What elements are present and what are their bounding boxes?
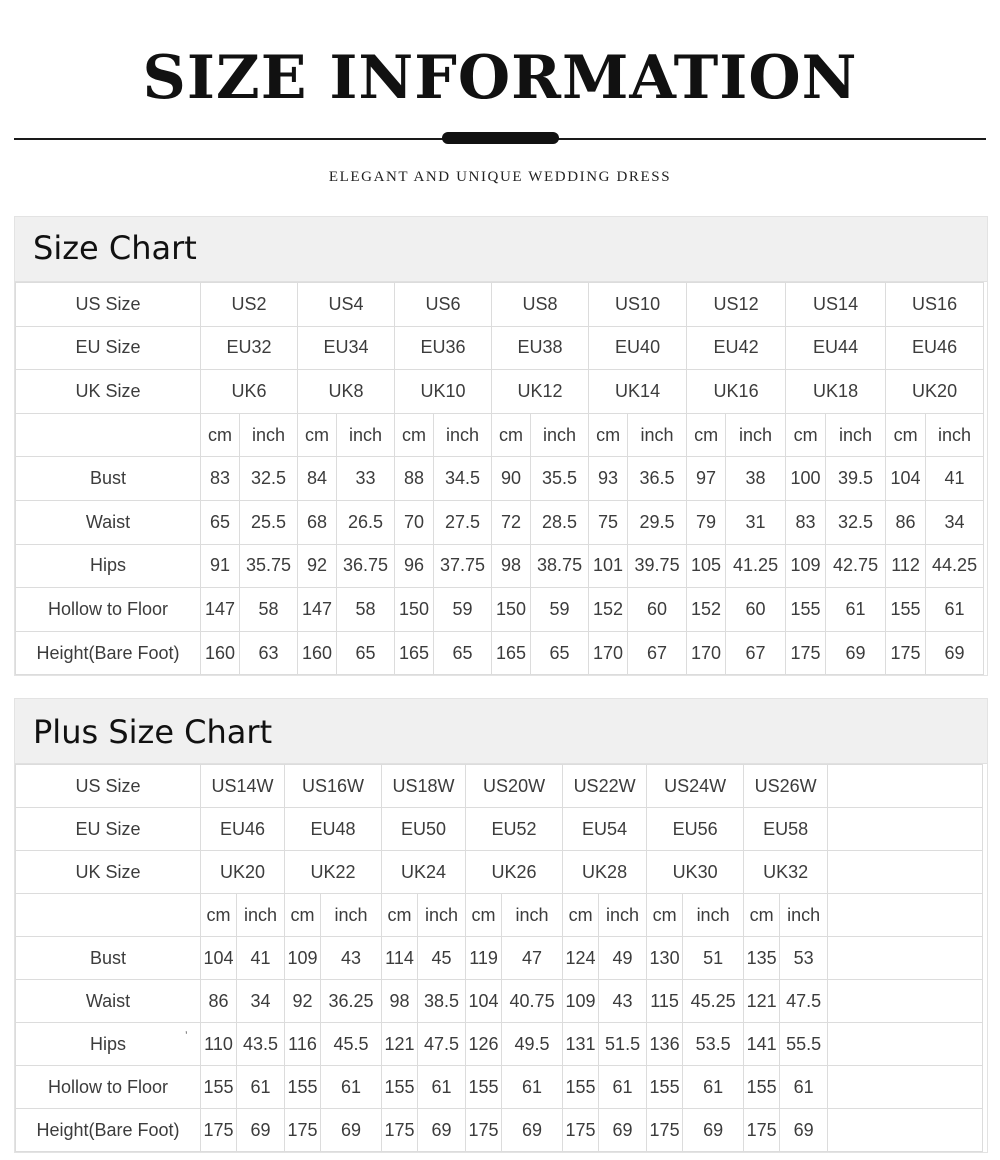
table-row-bust xyxy=(16,457,984,501)
table-cell: 27.5 xyxy=(434,500,492,544)
table-cell: EU44 xyxy=(786,326,886,370)
table-cell: 170 xyxy=(589,631,628,675)
table-cell: 39.75 xyxy=(628,544,687,588)
stray-mark: ʼ xyxy=(185,1029,188,1043)
table-cell: 69 xyxy=(237,1109,285,1152)
table-cell: 33 xyxy=(337,457,395,501)
empty-cell xyxy=(828,937,983,980)
table-cell: inch xyxy=(826,413,886,457)
table-cell: 60 xyxy=(726,588,786,632)
empty-cell xyxy=(828,1023,983,1066)
table-cell: 110 xyxy=(201,1023,237,1066)
table-cell: 43 xyxy=(599,980,647,1023)
table-cell: 39.5 xyxy=(826,457,886,501)
table-cell: 155 xyxy=(647,1066,683,1109)
row-label: Hips xyxy=(16,544,201,588)
table-row-hips xyxy=(16,1023,983,1066)
table-row-bust xyxy=(16,937,983,980)
size-chart-table xyxy=(15,282,984,675)
table-cell: US12 xyxy=(687,283,786,327)
table-cell: 68 xyxy=(298,500,337,544)
table-cell: 175 xyxy=(647,1109,683,1152)
table-cell: 119 xyxy=(466,937,502,980)
table-cell: EU36 xyxy=(395,326,492,370)
table-cell: inch xyxy=(926,413,984,457)
table-row-units xyxy=(16,894,983,937)
table-cell: UK10 xyxy=(395,370,492,414)
table-cell: 38.5 xyxy=(418,980,466,1023)
table-cell: 59 xyxy=(434,588,492,632)
table-row-hollow-to-floor xyxy=(16,588,984,632)
table-cell: 61 xyxy=(780,1066,828,1109)
table-cell: US2 xyxy=(201,283,298,327)
empty-cell xyxy=(828,765,983,808)
table-cell: 88 xyxy=(395,457,434,501)
table-cell: inch xyxy=(726,413,786,457)
table-cell: inch xyxy=(599,894,647,937)
table-cell: 67 xyxy=(628,631,687,675)
table-cell: inch xyxy=(780,894,828,937)
empty-cell xyxy=(828,1066,983,1109)
table-cell: 58 xyxy=(240,588,298,632)
table-cell: 72 xyxy=(492,500,531,544)
table-cell: 135 xyxy=(744,937,780,980)
plus-size-chart-title: Plus Size Chart xyxy=(33,713,273,751)
table-cell: 65 xyxy=(434,631,492,675)
table-cell: cm xyxy=(647,894,683,937)
table-cell: 63 xyxy=(240,631,298,675)
table-cell: 42.75 xyxy=(826,544,886,588)
table-cell: 130 xyxy=(647,937,683,980)
table-cell: 112 xyxy=(886,544,926,588)
table-cell: 25.5 xyxy=(240,500,298,544)
table-cell: 43.5 xyxy=(237,1023,285,1066)
table-cell: EU54 xyxy=(563,808,647,851)
table-cell: 155 xyxy=(382,1066,418,1109)
table-cell: US14W xyxy=(201,765,285,808)
table-cell: inch xyxy=(321,894,382,937)
table-cell: 53.5 xyxy=(683,1023,744,1066)
table-cell: 55.5 xyxy=(780,1023,828,1066)
table-row-height-bare-foot xyxy=(16,631,984,675)
table-cell: UK16 xyxy=(687,370,786,414)
table-cell: 121 xyxy=(744,980,780,1023)
table-cell: 59 xyxy=(531,588,589,632)
row-label xyxy=(16,894,201,937)
table-cell: 36.25 xyxy=(321,980,382,1023)
table-cell: 147 xyxy=(201,588,240,632)
table-cell: 152 xyxy=(687,588,726,632)
empty-cell xyxy=(828,894,983,937)
row-label: Height(Bare Foot) xyxy=(16,631,201,675)
table-cell: cm xyxy=(886,413,926,457)
table-cell: UK6 xyxy=(201,370,298,414)
page-title: SIZE INFORMATION xyxy=(142,43,858,113)
table-cell: 41 xyxy=(926,457,984,501)
table-cell: 175 xyxy=(382,1109,418,1152)
table-cell: EU34 xyxy=(298,326,395,370)
plus-size-chart-card xyxy=(14,698,988,1153)
table-cell: EU38 xyxy=(492,326,589,370)
table-cell: US20W xyxy=(466,765,563,808)
table-cell: 175 xyxy=(786,631,826,675)
table-cell: inch xyxy=(628,413,687,457)
table-cell: cm xyxy=(466,894,502,937)
table-cell: 65 xyxy=(531,631,589,675)
table-cell: cm xyxy=(382,894,418,937)
table-cell: 90 xyxy=(492,457,531,501)
table-cell: 61 xyxy=(321,1066,382,1109)
table-cell: 109 xyxy=(786,544,826,588)
table-cell: 28.5 xyxy=(531,500,589,544)
table-cell: 29.5 xyxy=(628,500,687,544)
table-cell: 115 xyxy=(647,980,683,1023)
size-chart-header xyxy=(15,217,987,282)
table-cell: cm xyxy=(285,894,321,937)
table-cell: EU56 xyxy=(647,808,744,851)
table-cell: US16W xyxy=(285,765,382,808)
table-cell: 67 xyxy=(726,631,786,675)
table-cell: 160 xyxy=(201,631,240,675)
table-cell: 34 xyxy=(237,980,285,1023)
row-label: UK Size xyxy=(16,851,201,894)
table-cell: 60 xyxy=(628,588,687,632)
table-cell: 45.25 xyxy=(683,980,744,1023)
table-cell: 83 xyxy=(786,500,826,544)
table-cell: 175 xyxy=(744,1109,780,1152)
table-cell: inch xyxy=(240,413,298,457)
row-label: Bust xyxy=(16,457,201,501)
table-cell: 38.75 xyxy=(531,544,589,588)
table-cell: 69 xyxy=(599,1109,647,1152)
table-cell: 150 xyxy=(492,588,531,632)
table-cell: 96 xyxy=(395,544,434,588)
table-cell: cm xyxy=(492,413,531,457)
table-cell: 47 xyxy=(502,937,563,980)
table-row-us-size xyxy=(16,765,983,808)
table-cell: EU40 xyxy=(589,326,687,370)
table-row-waist xyxy=(16,500,984,544)
table-cell: inch xyxy=(434,413,492,457)
table-cell: 34.5 xyxy=(434,457,492,501)
table-cell: 51 xyxy=(683,937,744,980)
table-cell: cm xyxy=(395,413,434,457)
table-cell: 49 xyxy=(599,937,647,980)
table-cell: 165 xyxy=(395,631,434,675)
table-cell: US24W xyxy=(647,765,744,808)
table-cell: 35.75 xyxy=(240,544,298,588)
table-cell: 47.5 xyxy=(780,980,828,1023)
table-cell: 32.5 xyxy=(826,500,886,544)
table-cell: inch xyxy=(337,413,395,457)
table-cell: 155 xyxy=(886,588,926,632)
table-cell: US18W xyxy=(382,765,466,808)
table-cell: 175 xyxy=(466,1109,502,1152)
table-cell: 147 xyxy=(298,588,337,632)
table-cell: 69 xyxy=(926,631,984,675)
table-cell: 105 xyxy=(687,544,726,588)
table-cell: 155 xyxy=(285,1066,321,1109)
table-cell: UK8 xyxy=(298,370,395,414)
table-cell: 84 xyxy=(298,457,337,501)
table-cell: 175 xyxy=(886,631,926,675)
table-cell: 121 xyxy=(382,1023,418,1066)
plus-size-chart-header xyxy=(15,699,987,764)
table-cell: cm xyxy=(201,894,237,937)
table-cell: 61 xyxy=(683,1066,744,1109)
table-cell: 98 xyxy=(492,544,531,588)
table-row-waist xyxy=(16,980,983,1023)
table-cell: UK20 xyxy=(201,851,285,894)
table-cell: 69 xyxy=(683,1109,744,1152)
table-cell: 131 xyxy=(563,1023,599,1066)
table-cell: 79 xyxy=(687,500,726,544)
table-cell: US22W xyxy=(563,765,647,808)
table-cell: 109 xyxy=(285,937,321,980)
table-cell: 170 xyxy=(687,631,726,675)
table-cell: cm xyxy=(786,413,826,457)
table-cell: 47.5 xyxy=(418,1023,466,1066)
divider-accent xyxy=(442,132,559,144)
table-cell: 43 xyxy=(321,937,382,980)
table-cell: 86 xyxy=(201,980,237,1023)
table-cell: 32.5 xyxy=(240,457,298,501)
table-cell: 104 xyxy=(886,457,926,501)
table-cell: inch xyxy=(531,413,589,457)
plus-size-chart-table xyxy=(15,764,983,1152)
table-cell: 155 xyxy=(563,1066,599,1109)
table-cell: EU58 xyxy=(744,808,828,851)
table-cell: 41 xyxy=(237,937,285,980)
table-cell: 109 xyxy=(563,980,599,1023)
row-label: Waist xyxy=(16,500,201,544)
table-cell: 69 xyxy=(321,1109,382,1152)
table-cell: EU50 xyxy=(382,808,466,851)
table-row-hollow-to-floor xyxy=(16,1066,983,1109)
table-cell: 152 xyxy=(589,588,628,632)
table-cell: 116 xyxy=(285,1023,321,1066)
table-cell: US26W xyxy=(744,765,828,808)
table-cell: 86 xyxy=(886,500,926,544)
table-cell: US8 xyxy=(492,283,589,327)
table-cell: UK14 xyxy=(589,370,687,414)
table-cell: 93 xyxy=(589,457,628,501)
table-cell: 155 xyxy=(466,1066,502,1109)
row-label: Hollow to Floor xyxy=(16,1066,201,1109)
table-cell: 44.25 xyxy=(926,544,984,588)
table-cell: 175 xyxy=(201,1109,237,1152)
table-cell: 100 xyxy=(786,457,826,501)
table-cell: 36.5 xyxy=(628,457,687,501)
table-cell: 36.75 xyxy=(337,544,395,588)
table-cell: 34 xyxy=(926,500,984,544)
table-cell: 49.5 xyxy=(502,1023,563,1066)
row-label: Hips xyxy=(16,1023,201,1066)
table-row-uk-size xyxy=(16,851,983,894)
table-cell: US4 xyxy=(298,283,395,327)
table-cell: 165 xyxy=(492,631,531,675)
table-cell: EU52 xyxy=(466,808,563,851)
table-cell: inch xyxy=(237,894,285,937)
table-cell: 175 xyxy=(285,1109,321,1152)
table-cell: inch xyxy=(418,894,466,937)
table-cell: 31 xyxy=(726,500,786,544)
table-cell: cm xyxy=(201,413,240,457)
table-cell: 92 xyxy=(298,544,337,588)
table-cell: inch xyxy=(683,894,744,937)
table-cell: 114 xyxy=(382,937,418,980)
row-label: EU Size xyxy=(16,326,201,370)
table-cell: 92 xyxy=(285,980,321,1023)
table-cell: 41.25 xyxy=(726,544,786,588)
table-cell: cm xyxy=(298,413,337,457)
row-label: US Size xyxy=(16,283,201,327)
table-cell: EU32 xyxy=(201,326,298,370)
table-cell: 40.75 xyxy=(502,980,563,1023)
table-cell: 26.5 xyxy=(337,500,395,544)
table-cell: UK18 xyxy=(786,370,886,414)
table-cell: UK30 xyxy=(647,851,744,894)
table-cell: 38 xyxy=(726,457,786,501)
table-cell: 65 xyxy=(337,631,395,675)
empty-cell xyxy=(828,980,983,1023)
row-label: EU Size xyxy=(16,808,201,851)
table-row-hips xyxy=(16,544,984,588)
table-row-us-size xyxy=(16,283,984,327)
table-cell: 155 xyxy=(744,1066,780,1109)
table-cell: 61 xyxy=(826,588,886,632)
row-label: Height(Bare Foot) xyxy=(16,1109,201,1152)
table-cell: 69 xyxy=(502,1109,563,1152)
row-label: Bust xyxy=(16,937,201,980)
page-subtitle: ELEGANT AND UNIQUE WEDDING DRESS xyxy=(328,169,672,185)
table-cell: 51.5 xyxy=(599,1023,647,1066)
table-row-eu-size xyxy=(16,326,984,370)
table-cell: 69 xyxy=(418,1109,466,1152)
table-cell: 101 xyxy=(589,544,628,588)
table-cell: UK32 xyxy=(744,851,828,894)
empty-cell xyxy=(828,851,983,894)
table-cell: cm xyxy=(687,413,726,457)
table-cell: 83 xyxy=(201,457,240,501)
table-cell: 37.75 xyxy=(434,544,492,588)
table-cell: UK26 xyxy=(466,851,563,894)
table-row-uk-size xyxy=(16,370,984,414)
row-label: UK Size xyxy=(16,370,201,414)
row-label: Waist xyxy=(16,980,201,1023)
table-cell: EU42 xyxy=(687,326,786,370)
table-cell: EU46 xyxy=(201,808,285,851)
empty-cell xyxy=(828,1109,983,1152)
table-cell: 69 xyxy=(826,631,886,675)
table-cell: 124 xyxy=(563,937,599,980)
table-cell: 70 xyxy=(395,500,434,544)
table-cell: EU46 xyxy=(886,326,984,370)
table-row-height-bare-foot xyxy=(16,1109,983,1152)
table-cell: 45 xyxy=(418,937,466,980)
table-row-units xyxy=(16,413,984,457)
table-cell: 160 xyxy=(298,631,337,675)
table-cell: 98 xyxy=(382,980,418,1023)
empty-cell xyxy=(828,808,983,851)
table-cell: cm xyxy=(744,894,780,937)
table-cell: 61 xyxy=(502,1066,563,1109)
table-cell: 141 xyxy=(744,1023,780,1066)
table-cell: 104 xyxy=(466,980,502,1023)
row-label: Hollow to Floor xyxy=(16,588,201,632)
table-cell: inch xyxy=(502,894,563,937)
table-cell: 61 xyxy=(926,588,984,632)
table-cell: 58 xyxy=(337,588,395,632)
table-cell: UK20 xyxy=(886,370,984,414)
table-cell: cm xyxy=(563,894,599,937)
table-cell: cm xyxy=(589,413,628,457)
table-cell: 75 xyxy=(589,500,628,544)
table-cell: 61 xyxy=(418,1066,466,1109)
row-label xyxy=(16,413,201,457)
table-cell: US14 xyxy=(786,283,886,327)
row-label: US Size xyxy=(16,765,201,808)
table-cell: US6 xyxy=(395,283,492,327)
table-cell: UK22 xyxy=(285,851,382,894)
table-cell: 136 xyxy=(647,1023,683,1066)
table-cell: 104 xyxy=(201,937,237,980)
table-row-eu-size xyxy=(16,808,983,851)
table-cell: 155 xyxy=(201,1066,237,1109)
table-cell: 69 xyxy=(780,1109,828,1152)
table-cell: 53 xyxy=(780,937,828,980)
size-chart-card xyxy=(14,216,988,676)
table-cell: EU48 xyxy=(285,808,382,851)
table-cell: US16 xyxy=(886,283,984,327)
table-cell: 97 xyxy=(687,457,726,501)
table-cell: 155 xyxy=(786,588,826,632)
size-chart-title: Size Chart xyxy=(33,229,197,267)
table-cell: 65 xyxy=(201,500,240,544)
table-cell: 35.5 xyxy=(531,457,589,501)
table-cell: US10 xyxy=(589,283,687,327)
table-cell: 45.5 xyxy=(321,1023,382,1066)
table-cell: 61 xyxy=(237,1066,285,1109)
table-cell: 126 xyxy=(466,1023,502,1066)
table-cell: 61 xyxy=(599,1066,647,1109)
table-cell: UK28 xyxy=(563,851,647,894)
table-cell: 91 xyxy=(201,544,240,588)
table-cell: UK12 xyxy=(492,370,589,414)
table-cell: 150 xyxy=(395,588,434,632)
table-cell: 175 xyxy=(563,1109,599,1152)
table-cell: UK24 xyxy=(382,851,466,894)
